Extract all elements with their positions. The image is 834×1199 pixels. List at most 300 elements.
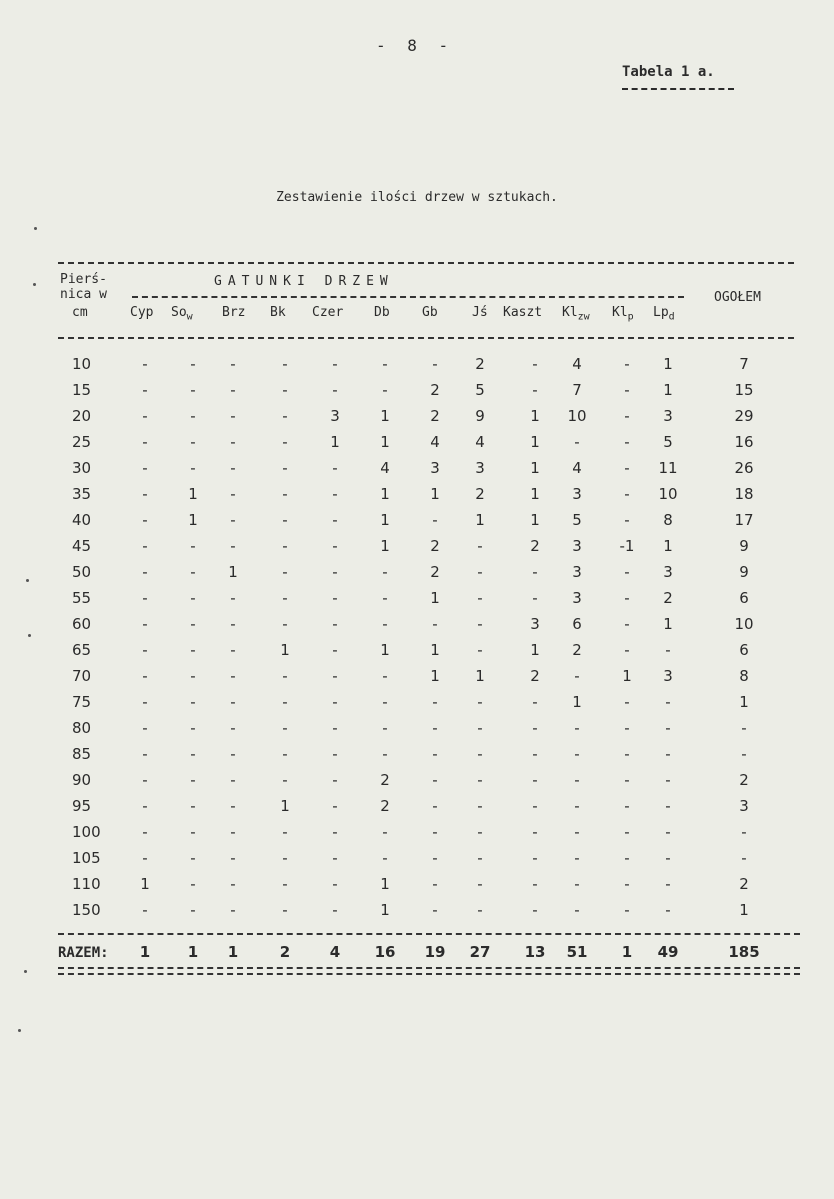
count-cell: - xyxy=(665,641,671,659)
count-cell: - xyxy=(382,849,388,867)
row-total-cell: 6 xyxy=(739,641,749,659)
group-underline xyxy=(132,296,684,298)
count-cell: - xyxy=(230,381,236,399)
count-cell: 3 xyxy=(572,537,582,555)
margin-mark xyxy=(26,579,29,582)
diameter-cell: 45 xyxy=(72,537,92,555)
table-title: Zestawienie ilości drzew w sztukach. xyxy=(276,190,558,205)
count-cell: 1 xyxy=(572,693,582,711)
count-cell: 1 xyxy=(380,875,390,893)
count-cell: -1 xyxy=(619,537,635,555)
count-cell: 1 xyxy=(663,355,673,373)
count-cell: - xyxy=(142,485,148,503)
count-cell: - xyxy=(190,615,196,633)
diameter-cell: 85 xyxy=(72,745,92,763)
count-cell: 2 xyxy=(430,563,440,581)
count-cell: - xyxy=(382,823,388,841)
count-cell: - xyxy=(190,537,196,555)
count-cell: - xyxy=(332,719,338,737)
count-cell: - xyxy=(230,459,236,477)
totals-label: RAZEM: xyxy=(58,945,109,961)
count-cell: - xyxy=(574,719,580,737)
count-cell: - xyxy=(282,875,288,893)
count-cell: 11 xyxy=(658,459,678,477)
count-cell: - xyxy=(230,797,236,815)
count-cell: 5 xyxy=(663,433,673,451)
count-cell: - xyxy=(190,771,196,789)
count-cell: - xyxy=(230,641,236,659)
count-cell: - xyxy=(624,615,630,633)
count-cell: - xyxy=(532,693,538,711)
count-cell: - xyxy=(532,901,538,919)
count-cell: 1 xyxy=(380,433,390,451)
table-reference-underline xyxy=(622,88,734,90)
count-cell: - xyxy=(624,719,630,737)
top-rule xyxy=(58,262,794,264)
count-cell: - xyxy=(142,901,148,919)
count-cell: - xyxy=(142,615,148,633)
total-count-cell: 19 xyxy=(424,943,446,961)
count-cell: - xyxy=(142,745,148,763)
count-cell: 1 xyxy=(530,459,540,477)
count-cell: - xyxy=(190,849,196,867)
diameter-cell: 20 xyxy=(72,407,92,425)
count-cell: 2 xyxy=(530,537,540,555)
count-cell: 2 xyxy=(475,355,485,373)
row-total-cell: 3 xyxy=(739,797,749,815)
count-cell: 6 xyxy=(572,615,582,633)
diameter-header-line2: nica w xyxy=(60,287,107,302)
count-cell: 1 xyxy=(140,875,150,893)
count-cell: - xyxy=(532,719,538,737)
count-cell: - xyxy=(624,797,630,815)
count-cell: - xyxy=(382,615,388,633)
count-cell: 8 xyxy=(663,511,673,529)
row-total-cell: 9 xyxy=(739,537,749,555)
count-cell: - xyxy=(230,849,236,867)
count-cell: - xyxy=(624,849,630,867)
diameter-header-unit: cm xyxy=(72,305,88,320)
totals-rule xyxy=(58,933,800,935)
table-reference: Tabela 1 a. xyxy=(622,64,715,80)
count-cell: 1 xyxy=(430,589,440,607)
count-cell: - xyxy=(624,511,630,529)
count-cell: - xyxy=(665,849,671,867)
count-cell: - xyxy=(532,355,538,373)
count-cell: - xyxy=(142,407,148,425)
count-cell: - xyxy=(624,459,630,477)
count-cell: - xyxy=(532,745,538,763)
count-cell: - xyxy=(574,745,580,763)
count-cell: - xyxy=(190,693,196,711)
count-cell: 1 xyxy=(380,485,390,503)
count-cell: - xyxy=(477,771,483,789)
total-count-cell: 13 xyxy=(524,943,546,961)
row-total-cell: 17 xyxy=(734,511,754,529)
species-header: Bk xyxy=(270,305,286,320)
count-cell: 1 xyxy=(280,797,290,815)
count-cell: - xyxy=(477,641,483,659)
count-cell: 1 xyxy=(530,511,540,529)
count-cell: - xyxy=(432,771,438,789)
count-cell: - xyxy=(142,771,148,789)
count-cell: - xyxy=(532,875,538,893)
count-cell: 4 xyxy=(475,433,485,451)
count-cell: - xyxy=(142,381,148,399)
count-cell: - xyxy=(477,797,483,815)
count-cell: - xyxy=(142,355,148,373)
count-cell: - xyxy=(574,667,580,685)
grand-total-cell: 185 xyxy=(728,943,760,961)
count-cell: - xyxy=(477,719,483,737)
species-header: $Kl_{zw}$ xyxy=(562,305,590,323)
total-count-cell: 4 xyxy=(329,943,341,961)
species-header: $Lp_d$ xyxy=(653,305,675,323)
count-cell: - xyxy=(665,875,671,893)
count-cell: - xyxy=(332,901,338,919)
count-cell: - xyxy=(142,589,148,607)
species-header: Jś xyxy=(472,305,488,320)
count-cell: 2 xyxy=(430,381,440,399)
count-cell: - xyxy=(624,589,630,607)
count-cell: - xyxy=(382,745,388,763)
count-cell: 7 xyxy=(572,381,582,399)
count-cell: - xyxy=(282,719,288,737)
row-total-cell: - xyxy=(741,719,747,737)
row-total-cell: 16 xyxy=(734,433,754,451)
count-cell: - xyxy=(142,823,148,841)
count-cell: - xyxy=(282,537,288,555)
count-cell: 3 xyxy=(530,615,540,633)
row-total-cell: 1 xyxy=(739,901,749,919)
count-cell: 3 xyxy=(663,407,673,425)
count-cell: - xyxy=(282,823,288,841)
count-cell: - xyxy=(190,589,196,607)
count-cell: - xyxy=(142,667,148,685)
count-cell: 1 xyxy=(530,433,540,451)
count-cell: 5 xyxy=(475,381,485,399)
count-cell: - xyxy=(190,407,196,425)
diameter-cell: 75 xyxy=(72,693,92,711)
count-cell: - xyxy=(624,381,630,399)
count-cell: - xyxy=(332,641,338,659)
count-cell: - xyxy=(230,615,236,633)
count-cell: - xyxy=(282,407,288,425)
count-cell: - xyxy=(190,875,196,893)
total-count-cell: 1 xyxy=(187,943,199,961)
count-cell: 1 xyxy=(475,667,485,685)
count-cell: - xyxy=(382,381,388,399)
count-cell: 1 xyxy=(380,641,390,659)
count-cell: 1 xyxy=(622,667,632,685)
diameter-header-line1: Pierś- xyxy=(60,272,107,287)
count-cell: - xyxy=(665,719,671,737)
count-cell: - xyxy=(230,719,236,737)
count-cell: 3 xyxy=(572,589,582,607)
diameter-cell: 150 xyxy=(72,901,101,919)
count-cell: - xyxy=(230,823,236,841)
margin-mark xyxy=(24,970,27,973)
count-cell: - xyxy=(332,355,338,373)
count-cell: - xyxy=(282,355,288,373)
count-cell: - xyxy=(574,875,580,893)
diameter-cell: 70 xyxy=(72,667,92,685)
count-cell: - xyxy=(624,875,630,893)
total-header: OGOŁEM xyxy=(714,290,761,305)
count-cell: 1 xyxy=(430,485,440,503)
diameter-cell: 35 xyxy=(72,485,92,503)
count-cell: - xyxy=(142,849,148,867)
row-total-cell: 8 xyxy=(739,667,749,685)
count-cell: - xyxy=(332,485,338,503)
count-cell: - xyxy=(665,745,671,763)
count-cell: 10 xyxy=(658,485,678,503)
count-cell: - xyxy=(190,797,196,815)
count-cell: 1 xyxy=(663,615,673,633)
count-cell: - xyxy=(477,589,483,607)
count-cell: - xyxy=(477,875,483,893)
count-cell: - xyxy=(665,771,671,789)
count-cell: - xyxy=(282,563,288,581)
count-cell: - xyxy=(574,797,580,815)
count-cell: - xyxy=(282,433,288,451)
diameter-cell: 110 xyxy=(72,875,101,893)
count-cell: - xyxy=(282,667,288,685)
count-cell: - xyxy=(230,875,236,893)
count-cell: 2 xyxy=(475,485,485,503)
diameter-cell: 30 xyxy=(72,459,92,477)
count-cell: - xyxy=(282,485,288,503)
count-cell: - xyxy=(230,485,236,503)
count-cell: 1 xyxy=(430,641,440,659)
diameter-cell: 55 xyxy=(72,589,92,607)
count-cell: - xyxy=(477,537,483,555)
count-cell: - xyxy=(432,823,438,841)
row-total-cell: 9 xyxy=(739,563,749,581)
count-cell: 3 xyxy=(572,563,582,581)
count-cell: 3 xyxy=(475,459,485,477)
count-cell: - xyxy=(282,381,288,399)
count-cell: - xyxy=(142,797,148,815)
species-header: $Kl_p$ xyxy=(612,305,634,323)
count-cell: - xyxy=(532,589,538,607)
count-cell: - xyxy=(477,849,483,867)
count-cell: - xyxy=(230,693,236,711)
row-total-cell: 1 xyxy=(739,693,749,711)
count-cell: 1 xyxy=(380,407,390,425)
total-count-cell: 16 xyxy=(374,943,396,961)
count-cell: - xyxy=(574,771,580,789)
count-cell: 1 xyxy=(530,641,540,659)
count-cell: - xyxy=(624,355,630,373)
count-cell: - xyxy=(332,875,338,893)
count-cell: - xyxy=(574,823,580,841)
count-cell: - xyxy=(142,511,148,529)
count-cell: - xyxy=(332,381,338,399)
count-cell: - xyxy=(665,901,671,919)
count-cell: - xyxy=(190,667,196,685)
count-cell: - xyxy=(532,849,538,867)
count-cell: 1 xyxy=(228,563,238,581)
count-cell: - xyxy=(230,745,236,763)
count-cell: - xyxy=(477,615,483,633)
total-count-cell: 49 xyxy=(657,943,679,961)
count-cell: - xyxy=(142,563,148,581)
count-cell: - xyxy=(282,511,288,529)
total-count-cell: 1 xyxy=(227,943,239,961)
count-cell: - xyxy=(282,771,288,789)
count-cell: - xyxy=(332,563,338,581)
count-cell: 1 xyxy=(530,485,540,503)
row-total-cell: 10 xyxy=(734,615,754,633)
count-cell: 3 xyxy=(572,485,582,503)
count-cell: - xyxy=(624,433,630,451)
total-count-cell: 27 xyxy=(469,943,491,961)
count-cell: - xyxy=(574,901,580,919)
count-cell: 3 xyxy=(663,563,673,581)
species-header: Kaszt xyxy=(503,305,543,320)
diameter-cell: 25 xyxy=(72,433,92,451)
total-count-cell: 2 xyxy=(279,943,291,961)
count-cell: - xyxy=(432,901,438,919)
header-rule xyxy=(58,337,794,339)
count-cell: - xyxy=(382,355,388,373)
count-cell: - xyxy=(382,563,388,581)
count-cell: - xyxy=(332,537,338,555)
count-cell: - xyxy=(432,693,438,711)
count-cell: - xyxy=(532,381,538,399)
count-cell: 1 xyxy=(380,511,390,529)
count-cell: - xyxy=(142,459,148,477)
count-cell: - xyxy=(432,511,438,529)
count-cell: - xyxy=(332,823,338,841)
count-cell: - xyxy=(282,589,288,607)
count-cell: - xyxy=(230,537,236,555)
count-cell: 4 xyxy=(380,459,390,477)
row-total-cell: 6 xyxy=(739,589,749,607)
count-cell: - xyxy=(624,641,630,659)
count-cell: 9 xyxy=(475,407,485,425)
count-cell: - xyxy=(532,797,538,815)
total-count-cell: 1 xyxy=(139,943,151,961)
count-cell: - xyxy=(624,771,630,789)
count-cell: - xyxy=(665,693,671,711)
count-cell: - xyxy=(382,693,388,711)
count-cell: - xyxy=(282,615,288,633)
count-cell: - xyxy=(230,407,236,425)
row-total-cell: - xyxy=(741,823,747,841)
total-count-cell: 51 xyxy=(566,943,588,961)
count-cell: - xyxy=(142,433,148,451)
diameter-cell: 10 xyxy=(72,355,92,373)
count-cell: - xyxy=(230,771,236,789)
count-cell: 1 xyxy=(430,667,440,685)
species-group-header: GATUNKI DRZEW xyxy=(214,274,394,289)
count-cell: 1 xyxy=(188,511,198,529)
count-cell: 2 xyxy=(380,771,390,789)
diameter-cell: 105 xyxy=(72,849,101,867)
count-cell: - xyxy=(382,719,388,737)
count-cell: - xyxy=(432,875,438,893)
count-cell: - xyxy=(332,797,338,815)
diameter-cell: 50 xyxy=(72,563,92,581)
diameter-cell: 95 xyxy=(72,797,92,815)
species-header: Czer xyxy=(312,305,344,320)
count-cell: - xyxy=(142,719,148,737)
count-cell: - xyxy=(190,745,196,763)
row-total-cell: - xyxy=(741,849,747,867)
row-total-cell: 18 xyxy=(734,485,754,503)
count-cell: 1 xyxy=(663,537,673,555)
count-cell: 3 xyxy=(430,459,440,477)
count-cell: - xyxy=(142,641,148,659)
count-cell: - xyxy=(624,563,630,581)
count-cell: - xyxy=(477,745,483,763)
count-cell: - xyxy=(382,667,388,685)
count-cell: - xyxy=(190,823,196,841)
diameter-cell: 60 xyxy=(72,615,92,633)
count-cell: - xyxy=(332,849,338,867)
count-cell: - xyxy=(332,615,338,633)
count-cell: - xyxy=(532,563,538,581)
count-cell: - xyxy=(432,849,438,867)
count-cell: - xyxy=(190,641,196,659)
diameter-cell: 40 xyxy=(72,511,92,529)
margin-mark xyxy=(34,227,37,230)
count-cell: - xyxy=(282,901,288,919)
species-header: Cyp xyxy=(130,305,154,320)
count-cell: - xyxy=(282,745,288,763)
diameter-cell: 80 xyxy=(72,719,92,737)
count-cell: 5 xyxy=(572,511,582,529)
count-cell: - xyxy=(574,433,580,451)
count-cell: - xyxy=(332,745,338,763)
count-cell: - xyxy=(282,459,288,477)
count-cell: 2 xyxy=(380,797,390,815)
count-cell: - xyxy=(282,849,288,867)
count-cell: - xyxy=(624,901,630,919)
row-total-cell: 2 xyxy=(739,875,749,893)
count-cell: - xyxy=(624,693,630,711)
count-cell: - xyxy=(432,719,438,737)
count-cell: 1 xyxy=(380,901,390,919)
row-total-cell: 15 xyxy=(734,381,754,399)
count-cell: 10 xyxy=(567,407,587,425)
count-cell: - xyxy=(230,901,236,919)
count-cell: 2 xyxy=(430,407,440,425)
count-cell: - xyxy=(532,771,538,789)
row-total-cell: - xyxy=(741,745,747,763)
count-cell: - xyxy=(432,355,438,373)
count-cell: - xyxy=(477,901,483,919)
count-cell: 3 xyxy=(663,667,673,685)
count-cell: 2 xyxy=(663,589,673,607)
count-cell: - xyxy=(142,537,148,555)
count-cell: 4 xyxy=(572,459,582,477)
count-cell: - xyxy=(190,433,196,451)
count-cell: - xyxy=(190,563,196,581)
count-cell: - xyxy=(332,693,338,711)
count-cell: - xyxy=(332,459,338,477)
count-cell: 4 xyxy=(572,355,582,373)
diameter-cell: 65 xyxy=(72,641,92,659)
species-header: Gb xyxy=(422,305,438,320)
page-number: - 8 - xyxy=(376,36,455,55)
count-cell: - xyxy=(190,381,196,399)
row-total-cell: 7 xyxy=(739,355,749,373)
count-cell: - xyxy=(574,849,580,867)
count-cell: 2 xyxy=(530,667,540,685)
